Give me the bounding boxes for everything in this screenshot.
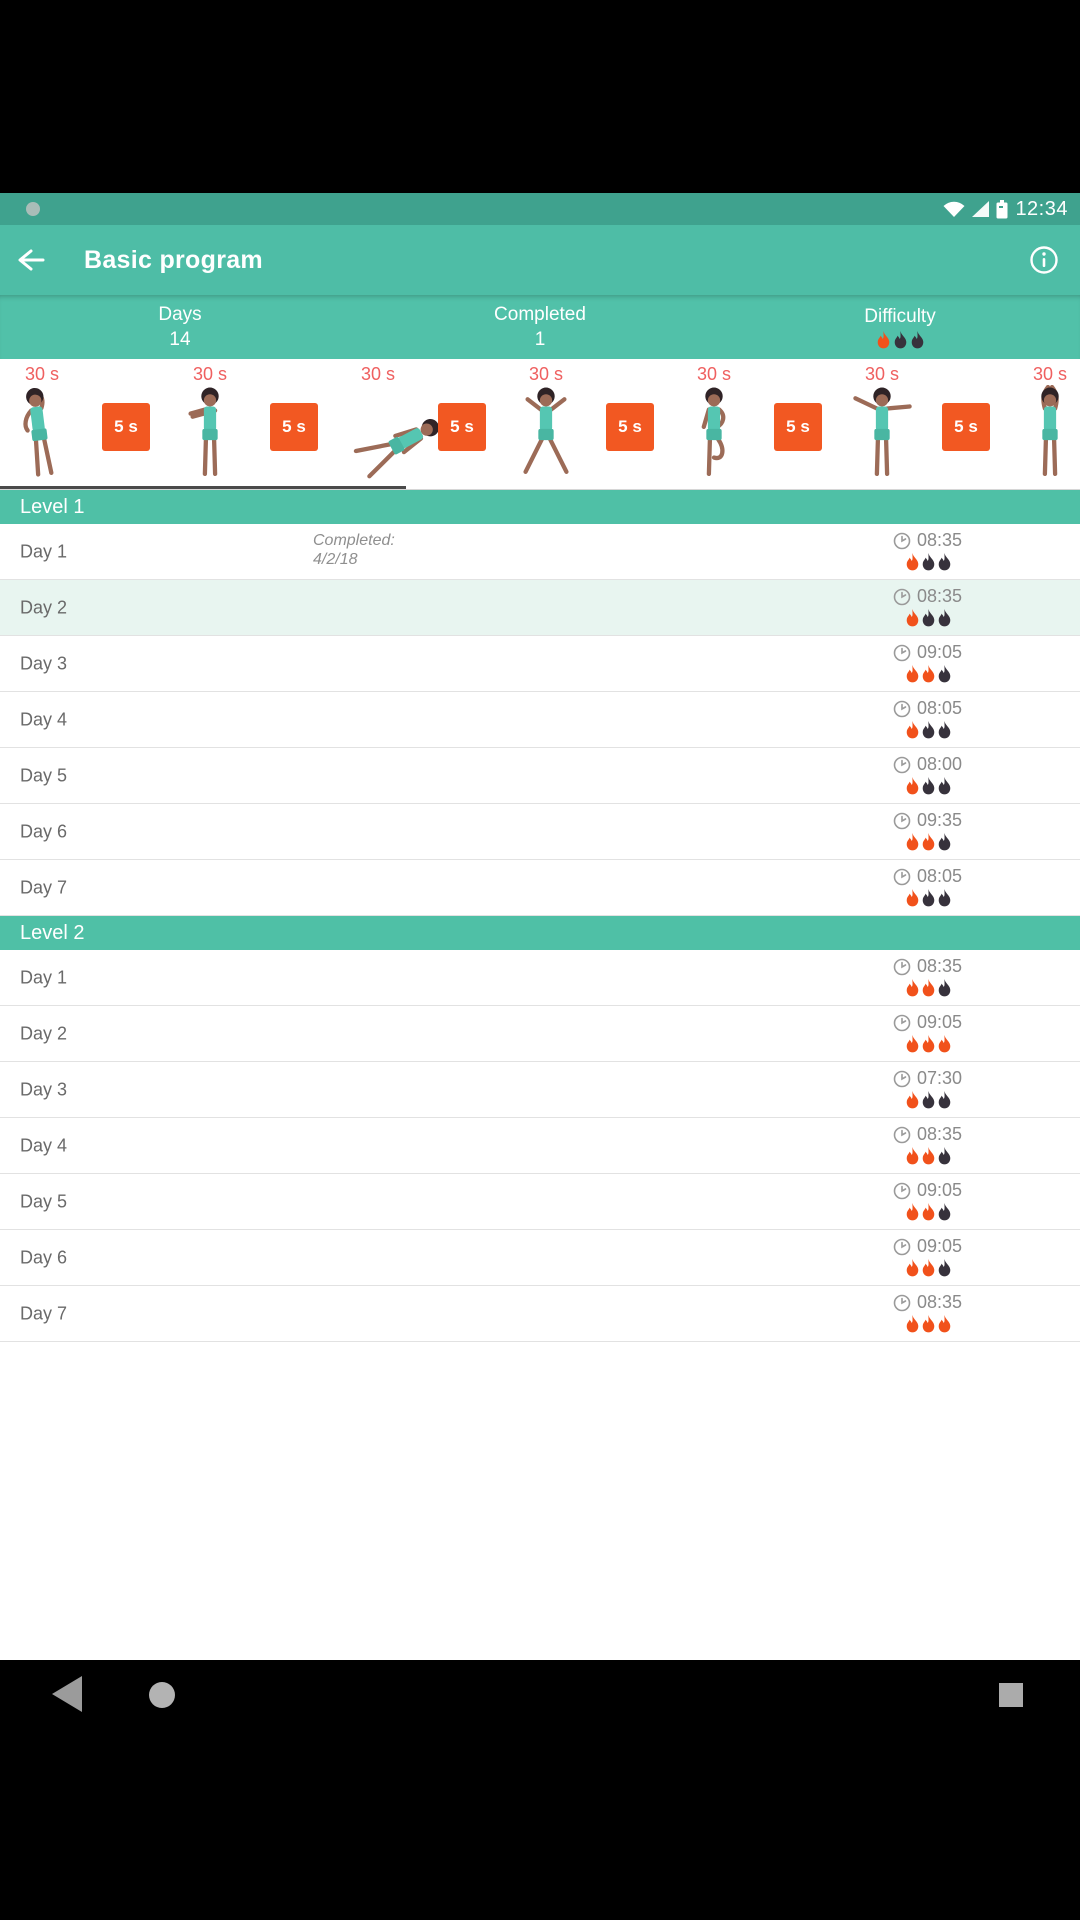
day-difficulty-flames <box>905 1147 962 1165</box>
level-header-2: Level 2 <box>0 916 1080 950</box>
clock-icon <box>893 812 911 830</box>
flame-icon-active <box>937 1315 952 1333</box>
day-difficulty-flames <box>905 1035 962 1053</box>
day-time: 09:05 <box>917 1236 963 1256</box>
level-section <box>0 916 1080 1342</box>
stat-difficulty-label: Difficulty <box>864 305 936 327</box>
carousel-exercise-item[interactable] <box>168 359 252 489</box>
carousel-rest-item <box>924 359 1008 489</box>
exercise-duration-label: 30 s <box>528 364 564 384</box>
completed-note: Completed: 4/2/18 <box>313 532 395 568</box>
day-time: 07:30 <box>917 1068 963 1088</box>
day-difficulty-flames <box>905 889 962 907</box>
flame-icon-inactive <box>921 553 936 571</box>
exercise-figure-cross-arm-stretch-icon <box>179 385 241 479</box>
toolbar <box>0 225 1080 295</box>
exercise-figure-toe-touch-icon <box>347 385 409 479</box>
day-difficulty-flames <box>905 1259 962 1277</box>
day-time: 09:05 <box>917 1180 963 1200</box>
level-header-1: Level 1 <box>0 490 1080 524</box>
flame-icon-inactive <box>937 553 952 571</box>
page-title: Basic program <box>84 245 263 274</box>
day-difficulty-flames <box>905 553 962 571</box>
carousel-exercise-item[interactable] <box>0 359 84 489</box>
flame-icon-active <box>937 1035 952 1053</box>
flame-icon-active <box>921 833 936 851</box>
flame-icon-inactive <box>937 1147 952 1165</box>
android-nav-bar <box>0 1660 1080 1920</box>
flame-icon-inactive <box>921 1091 936 1109</box>
carousel-rest-item <box>756 359 840 489</box>
carousel-rest-item <box>588 359 672 489</box>
day-row[interactable] <box>0 580 1080 636</box>
day-row[interactable] <box>0 1062 1080 1118</box>
day-time: 08:35 <box>917 530 963 550</box>
flame-icon-active <box>921 1315 936 1333</box>
clock-icon <box>893 958 911 976</box>
exercise-duration-label: 30 s <box>696 364 732 384</box>
day-row[interactable] <box>0 860 1080 916</box>
battery-icon <box>996 200 1008 219</box>
clock-icon <box>893 1294 911 1312</box>
day-row[interactable] <box>0 636 1080 692</box>
rest-badge <box>438 403 486 451</box>
flame-icon-inactive <box>937 833 952 851</box>
rest-duration-label: 5 s <box>954 417 978 436</box>
flame-icon-inactive <box>921 777 936 795</box>
carousel-rest-item <box>252 359 336 489</box>
flame-icon-active <box>905 889 920 907</box>
flame-icon-active <box>921 1203 936 1221</box>
day-difficulty-flames <box>905 979 962 997</box>
day-row[interactable] <box>0 1118 1080 1174</box>
day-label: Day 2 <box>20 1023 68 1043</box>
program-stats <box>0 295 1080 359</box>
clock-icon <box>893 756 911 774</box>
day-row[interactable] <box>0 1230 1080 1286</box>
stat-difficulty <box>720 295 1080 359</box>
carousel-exercise-item[interactable] <box>840 359 924 489</box>
day-difficulty-flames <box>905 721 962 739</box>
day-time: 08:35 <box>917 1124 963 1144</box>
exercise-carousel[interactable] <box>0 359 1080 490</box>
flame-icon-inactive <box>937 1259 952 1277</box>
level-days <box>0 950 1080 1342</box>
nav-back-icon[interactable] <box>52 1676 82 1712</box>
flame-icon-inactive <box>921 889 936 907</box>
day-row[interactable] <box>0 524 1080 580</box>
flame-icon-inactive <box>937 721 952 739</box>
flame-icon-active <box>905 1259 920 1277</box>
flame-icon-inactive <box>893 331 908 349</box>
flame-icon-inactive <box>937 979 952 997</box>
day-difficulty-flames <box>905 777 962 795</box>
day-time: 08:35 <box>917 586 963 606</box>
exercise-figure-side-lunge-icon <box>515 385 577 479</box>
stat-completed-value: 1 <box>534 328 546 350</box>
clock-icon <box>893 1126 911 1144</box>
back-button[interactable] <box>0 225 62 295</box>
day-label: Day 1 <box>20 541 68 561</box>
rest-badge <box>942 403 990 451</box>
day-row[interactable] <box>0 804 1080 860</box>
flame-icon-inactive <box>921 609 936 627</box>
stat-completed-label: Completed <box>494 303 586 325</box>
stat-days-label: Days <box>158 303 202 325</box>
day-row[interactable] <box>0 1286 1080 1342</box>
day-row[interactable] <box>0 1174 1080 1230</box>
flame-icon-active <box>905 1315 920 1333</box>
status-bar <box>0 193 1080 225</box>
carousel-exercise-item[interactable] <box>672 359 756 489</box>
exercise-figure-overhead-side-stretch-icon <box>11 385 73 479</box>
clock-icon <box>893 644 911 662</box>
clock-icon <box>893 1238 911 1256</box>
flame-icon-active <box>921 1035 936 1053</box>
flame-icon-inactive <box>921 721 936 739</box>
flame-icon-inactive <box>937 1091 952 1109</box>
wifi-icon <box>943 201 965 218</box>
day-label: Day 1 <box>20 967 68 987</box>
flame-icon-active <box>921 1259 936 1277</box>
flame-icon-active <box>905 721 920 739</box>
day-row[interactable] <box>0 950 1080 1006</box>
rest-duration-label: 5 s <box>282 417 306 436</box>
day-label: Day 4 <box>20 1135 68 1155</box>
day-difficulty-flames <box>905 833 962 851</box>
carousel-rest-item <box>420 359 504 489</box>
carousel-exercise-item[interactable] <box>336 359 420 489</box>
rest-badge <box>774 403 822 451</box>
flame-icon-active <box>905 1147 920 1165</box>
exercise-duration-label: 30 s <box>360 364 396 384</box>
info-icon <box>1029 245 1059 275</box>
stat-days <box>0 295 360 359</box>
clock-icon <box>893 588 911 606</box>
nav-recents-icon[interactable] <box>999 1683 1023 1707</box>
stat-days-value: 14 <box>169 328 191 350</box>
day-label: Day 4 <box>20 709 68 729</box>
day-label: Day 5 <box>20 765 68 785</box>
clock-icon <box>893 1182 911 1200</box>
day-label: Day 6 <box>20 821 68 841</box>
carousel-scrollbar[interactable] <box>0 486 406 489</box>
status-clock: 12:34 <box>1015 197 1068 220</box>
level-days <box>0 524 1080 916</box>
exercise-figure-overhead-stretch-icon <box>1019 385 1080 479</box>
flame-icon-inactive <box>910 331 925 349</box>
day-difficulty-flames <box>905 1315 962 1333</box>
rest-duration-label: 5 s <box>786 417 810 436</box>
flame-icon-active <box>905 833 920 851</box>
levels <box>0 490 1080 1342</box>
stat-completed <box>360 295 720 359</box>
flame-icon-active <box>905 553 920 571</box>
day-row[interactable] <box>0 692 1080 748</box>
day-time: 08:35 <box>917 1292 963 1312</box>
clock-icon <box>893 1014 911 1032</box>
exercise-duration-label: 30 s <box>24 364 60 384</box>
cellular-signal-icon <box>972 201 989 217</box>
flame-icon-active <box>905 609 920 627</box>
exercise-duration-label: 30 s <box>864 364 900 384</box>
day-label: Day 7 <box>20 877 68 897</box>
day-difficulty-flames <box>905 1203 962 1221</box>
day-time: 08:35 <box>917 956 963 976</box>
flame-icon-active <box>905 665 920 683</box>
day-label: Day 2 <box>20 597 68 617</box>
info-button[interactable] <box>1008 225 1080 295</box>
day-difficulty-flames <box>905 609 962 627</box>
flame-icon-inactive <box>937 889 952 907</box>
day-time: 08:05 <box>917 698 963 718</box>
rest-badge <box>102 403 150 451</box>
back-arrow-icon <box>17 248 45 272</box>
carousel-exercise-item[interactable] <box>1008 359 1080 489</box>
notification-icon <box>26 202 40 216</box>
clock-icon <box>893 868 911 886</box>
workout-app <box>0 193 1080 1660</box>
day-time: 09:05 <box>917 642 963 662</box>
flame-icon-inactive <box>937 777 952 795</box>
rest-duration-label: 5 s <box>618 417 642 436</box>
rest-badge <box>270 403 318 451</box>
day-label: Day 3 <box>20 1079 68 1099</box>
clock-icon <box>893 532 911 550</box>
exercise-figure-arms-out-icon <box>851 385 913 479</box>
day-time: 09:35 <box>917 810 963 830</box>
day-label: Day 5 <box>20 1191 68 1211</box>
day-row[interactable] <box>0 748 1080 804</box>
flame-icon-inactive <box>937 1203 952 1221</box>
day-time: 09:05 <box>917 1012 963 1032</box>
flame-icon-active <box>905 1091 920 1109</box>
day-label: Day 6 <box>20 1247 68 1267</box>
carousel-rest-item <box>84 359 168 489</box>
day-time: 08:00 <box>917 754 963 774</box>
day-label: Day 7 <box>20 1303 68 1323</box>
flame-icon-active <box>921 665 936 683</box>
flame-icon-active <box>905 1203 920 1221</box>
rest-duration-label: 5 s <box>114 417 138 436</box>
flame-icon-active <box>921 979 936 997</box>
flame-icon-active <box>921 1147 936 1165</box>
day-difficulty-flames <box>905 1091 962 1109</box>
day-time: 08:05 <box>917 866 963 886</box>
day-difficulty-flames <box>905 665 962 683</box>
flame-icon-active <box>905 979 920 997</box>
rest-duration-label: 5 s <box>450 417 474 436</box>
flame-icon-active <box>905 777 920 795</box>
day-row[interactable] <box>0 1006 1080 1062</box>
carousel-exercise-item[interactable] <box>504 359 588 489</box>
clock-icon <box>893 700 911 718</box>
clock-icon <box>893 1070 911 1088</box>
flame-icon-active <box>876 331 891 349</box>
exercise-duration-label: 30 s <box>1032 364 1068 384</box>
exercise-figure-leg-curl-icon <box>683 385 745 479</box>
exercise-duration-label: 30 s <box>192 364 228 384</box>
flame-icon-inactive <box>937 609 952 627</box>
rest-badge <box>606 403 654 451</box>
flame-icon-inactive <box>937 665 952 683</box>
day-label: Day 3 <box>20 653 68 673</box>
flame-icon-active <box>905 1035 920 1053</box>
level-section <box>0 490 1080 916</box>
nav-home-icon[interactable] <box>149 1682 175 1708</box>
difficulty-flames <box>876 331 925 349</box>
